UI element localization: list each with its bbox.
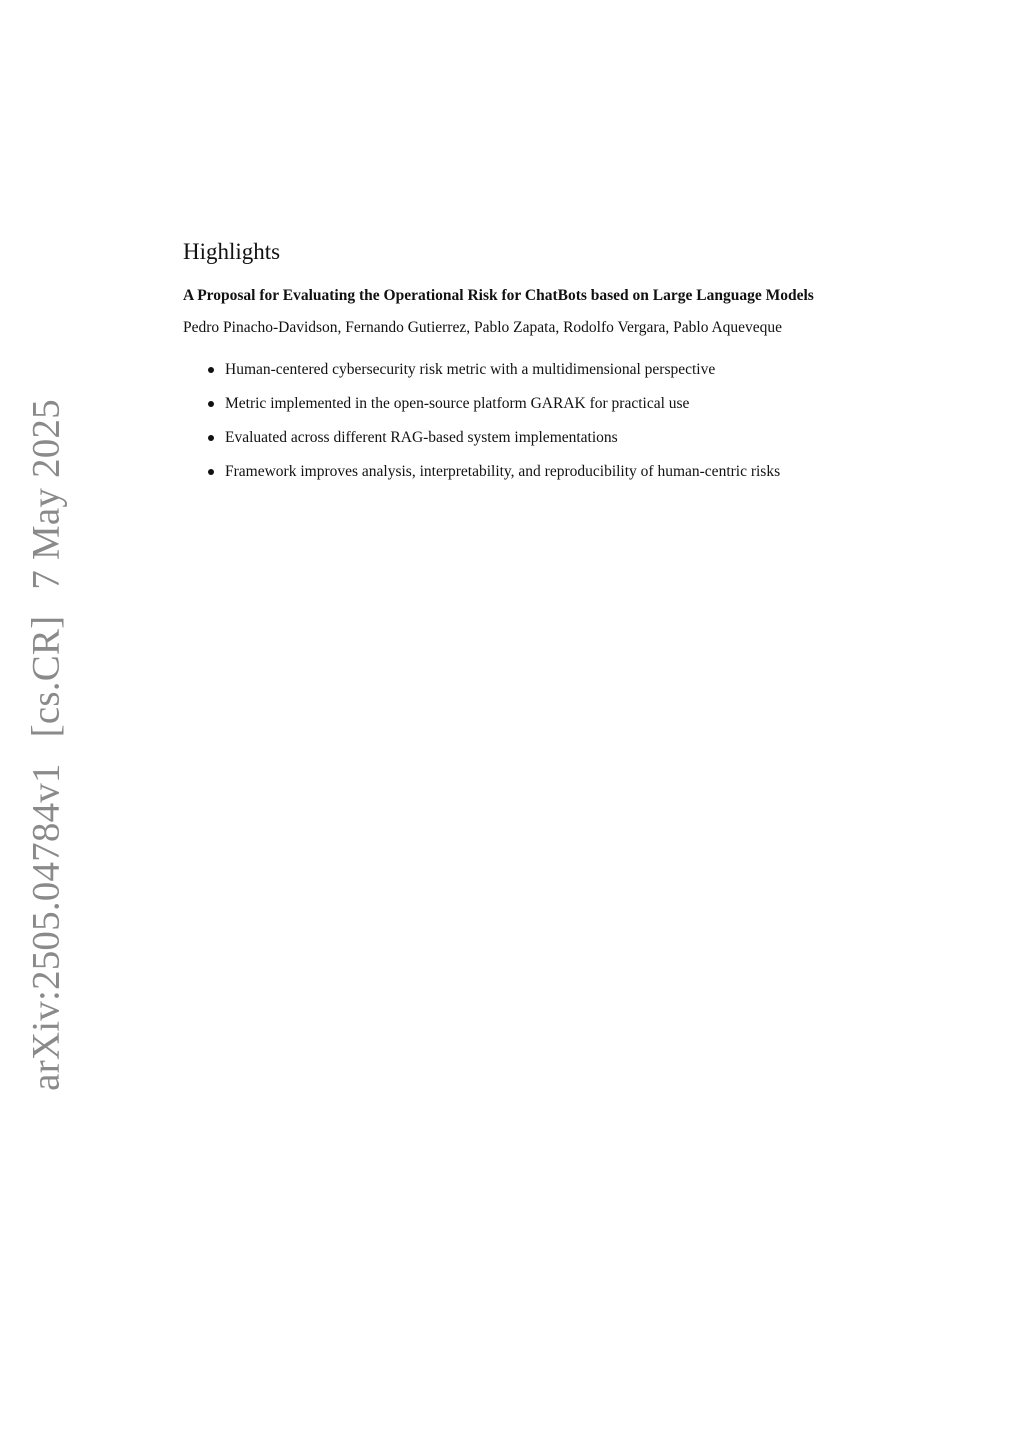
highlight-text: Framework improves analysis, interpretability, and reproducibility of human-centric risks: [225, 463, 781, 480]
bullet-icon: [208, 367, 214, 373]
list-item: [208, 462, 843, 482]
list-item: [208, 360, 843, 380]
arxiv-date: 7 May 2025: [24, 399, 68, 590]
arxiv-watermark: [24, 399, 69, 1091]
bullet-icon: [208, 469, 214, 475]
paper-title: A Proposal for Evaluating the Operational Risk for ChatBots based on Large Language Models: [183, 287, 814, 304]
highlight-text: Human-centered cybersecurity risk metric with a multidimensional perspective: [225, 361, 716, 378]
bullet-icon: [208, 401, 214, 407]
arxiv-id: arXiv:2505.04784v1: [24, 763, 68, 1091]
list-item: [208, 428, 843, 448]
highlight-text: Metric implemented in the open-source platform GARAK for practical use: [225, 395, 690, 412]
arxiv-category: [cs.CR]: [24, 615, 68, 738]
list-item: [208, 394, 843, 414]
bullet-icon: [208, 435, 214, 441]
highlight-list: [183, 360, 843, 482]
highlight-text: Evaluated across different RAG-based system implementations: [225, 429, 618, 446]
highlights-section: [183, 236, 843, 496]
author-list: Pedro Pinacho-Davidson, Fernando Gutierrez, Pablo Zapata, Rodolfo Vergara, Pablo Aqueveque: [183, 319, 783, 336]
highlights-heading: Highlights: [183, 239, 281, 264]
